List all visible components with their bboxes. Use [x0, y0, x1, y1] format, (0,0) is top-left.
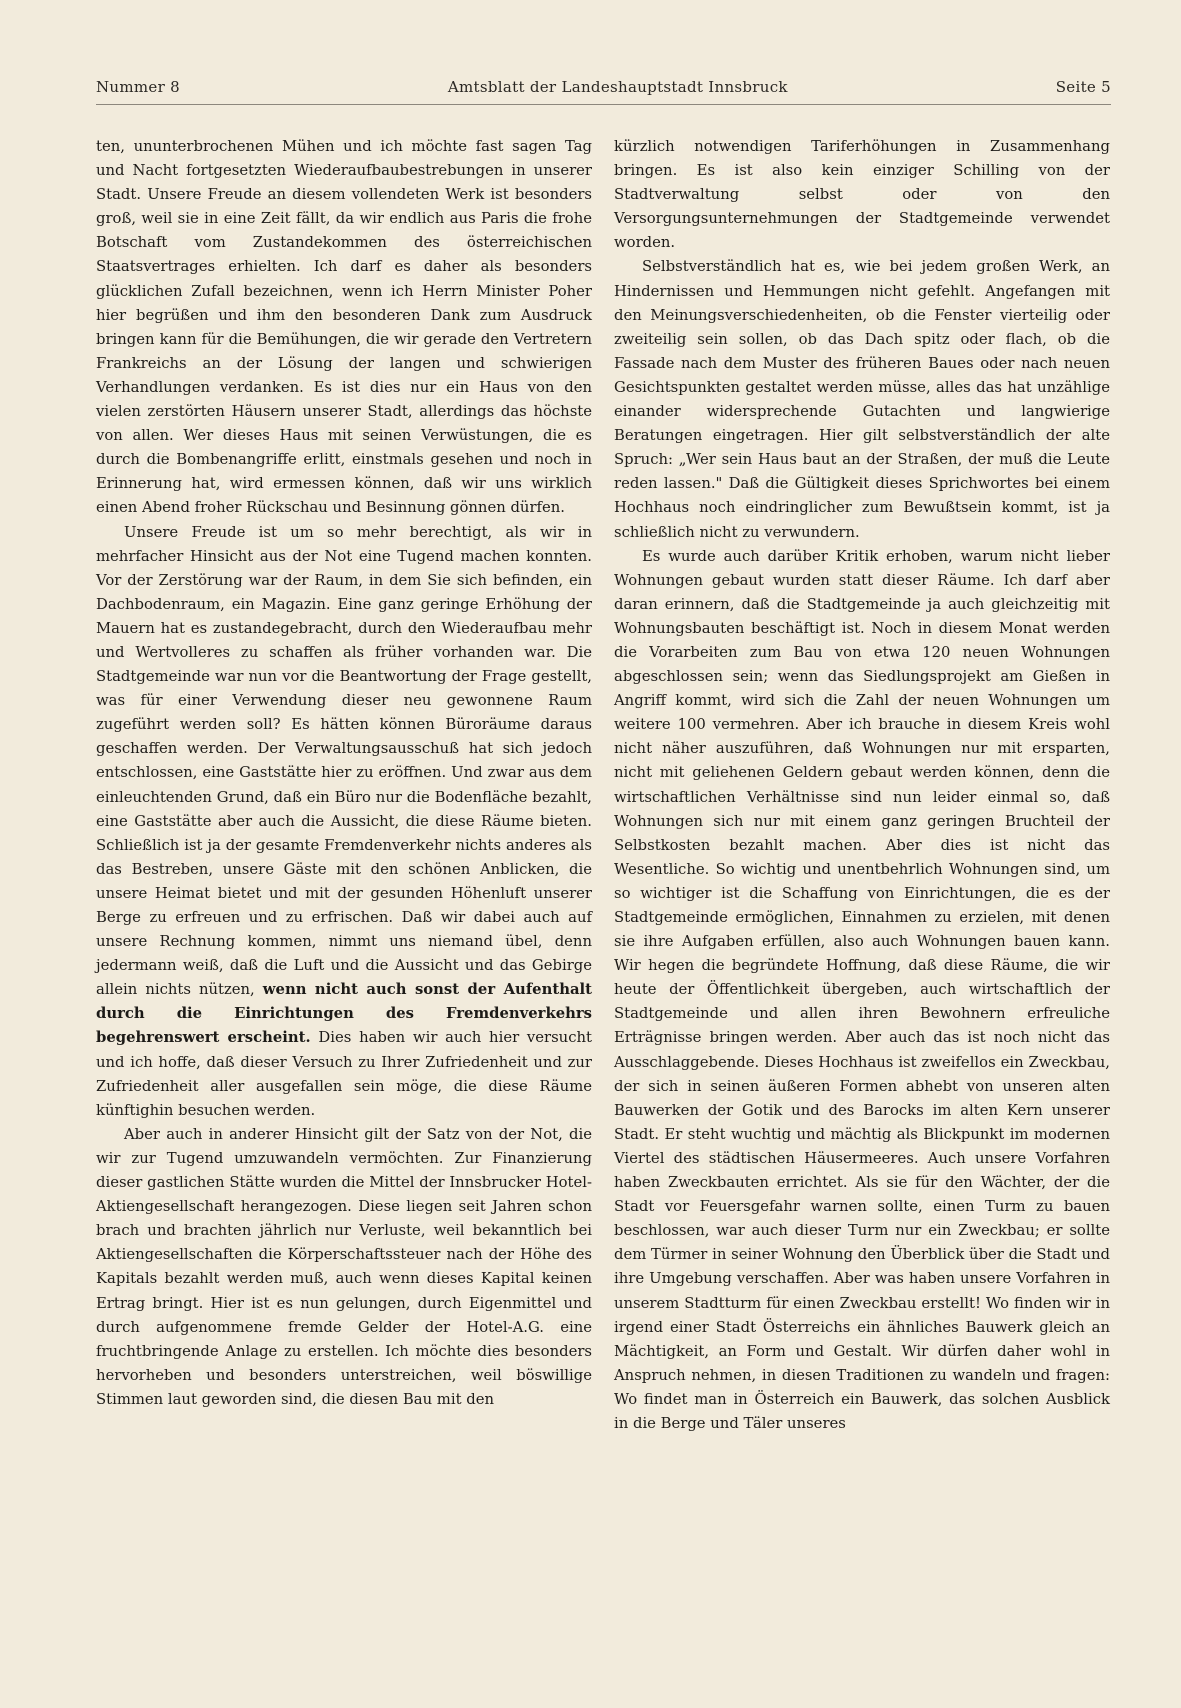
left-column	[96, 135, 592, 1436]
left-paragraph-2-start: Unsere Freude ist um so mehr berechtigt, als wir in mehrfacher Hinsicht aus der Not eine Tugend machen konnten. Vor der Zerstörung war der Raum, in dem Sie sich befinden, ein Dachbodenraum, ein Magazin. Eine ganz geringe Erhöhung der Mauern hat es zustandegebracht, durch den Wiederaufbau mehr und Wertvolleres zu schaffen als früher vorhanden war. Die Stadtgemeinde war nun vor die Beantwortung der Frage gestellt, was für einer Verwendung dieser neu gewonnene Raum zugeführt werden soll? Es hätten können Büroräume daraus geschaffen werden. Der Verwaltungsausschuß hat sich jedoch entschlossen, eine Gaststätte hier zu eröffnen. Und zwar aus dem einleuchtenden Grund, daß ein Büro nur die Bodenfläche bezahlt, eine Gaststätte aber auch die Aussicht, die diese Räume bieten. Schließlich ist ja der gesamte Fremdenverkehr nichts anderes als das Bestreben, unsere Gäste mit den schönen Anblicken, die unsere Heimat bietet und mit der gesunden Höhenluft unserer Berge zu erfreuen und zu erfrischen. Daß wir dabei auch auf unsere Rechnung kommen, nimmt uns niemand übel, denn jedermann weiß, daß die Luft und die Aussicht und das Gebirge allein nichts nützen,	[96, 523, 592, 999]
right-column	[614, 135, 1110, 1436]
right-paragraph-3: Es wurde auch darüber Kritik erhoben, warum nicht lieber Wohnungen gebaut wurden statt dieser Räume. Ich darf aber daran erinnern, daß die Stadtgemeinde ja auch gleichzeitig mit Wohnungsbauten beschäftigt ist. Noch in diesem Monat werden die Vorarbeiten zum Bau von etwa 120 neuen Wohnungen abgeschlossen sein; wenn das Siedlungsprojekt am Gießen in Angriff kommt, wird sich die Zahl der neuen Wohnungen um weitere 100 vermehren. Aber ich brauche in diesem Kreis wohl nicht näher auszuführen, daß Wohnungen nur mit ersparten, nicht mit geliehenen Geldern gebaut werden können, denn die wirtschaftlichen Verhältnisse sind nun leider einmal so, daß Wohnungen sich nur mit einem ganz geringen Bruchteil der Selbstkosten bezahlt machen. Aber dies ist nicht das Wesentliche. So wichtig und unentbehrlich Wohnungen sind, um so wichtiger ist die Schaffung von Einrichtungen, die es der Stadtgemeinde ermöglichen, Einnahmen zu erzielen, mit denen sie ihre Aufgaben erfüllen, also auch Wohnungen bauen kann. Wir hegen die begründete Hoffnung, daß diese Räume, die wir heute der Öffentlichkeit übergeben, auch wirtschaftlich der Stadtgemeinde und allen ihren Bewohnern erfreuliche Erträgnisse bringen werden. Aber auch das ist noch nicht das Ausschlaggebende. Dieses Hochhaus ist zweifellos ein Zweckbau, der sich in seinen äußeren Formen abhebt von unseren alten Bauwerken der Gotik und des Barocks im alten Kern unserer Stadt. Er steht wuchtig und mächtig als Blickpunkt im modernen Viertel des städtischen Häusermeeres. Auch unsere Vorfahren haben Zweckbauten errichtet. Als sie für den Wächter, der die Stadt vor Feuersgefahr warnen sollte, einen Turm zu bauen beschlossen, war auch dieser Turm nur ein Zweckbau; er sollte dem Türmer in seiner Wohnung den Überblick über die Stadt und ihre Umgebung verschaffen. Aber was haben unsere Vorfahren in unserem Stadtturm für einen Zweckbau erstellt! Wo finden wir in irgend einer Stadt Österreichs ein ähnliches Bauwerk gleich an Mächtigkeit, an Form und Gestalt. Wir dürfen daher wohl in Anspruch nehmen, in diesen Traditionen zu wandeln und fragen: Wo findet man in Österreich ein Bauwerk, das solchen Ausblick in die Berge und Täler unseres	[614, 547, 1110, 1432]
left-paragraph-1: ten, ununterbrochenen Mühen und ich möchte fast sagen Tag und Nacht fortgesetzten Wiederaufbaubestrebungen in unserer Stadt. Unsere Freude an diesem vollendeten Werk ist besonders groß, weil sie in eine Zeit fällt, da wir endlich aus Paris die frohe Botschaft vom Zustandekommen des österreichischen Staatsvertrages erhielten. Ich darf es daher als besonders glücklichen Zufall bezeichnen, wenn ich Herrn Minister Poher hier begrüßen und ihm den besonderen Dank zum Ausdruck bringen kann für die Bemühungen, die wir gerade den Vertretern Frankreichs an der Lösung der langen und schwierigen Verhandlungen verdanken. Es ist dies nur ein Haus von den vielen zerstörten Häusern unserer Stadt, allerdings das höchste von allen. Wer dieses Haus mit seinen Verwüstungen, die es durch die Bombenangriffe erlitt, einstmals gesehen und noch in Erinnerung hat, wird ermessen können, daß wir uns wirklich einen Abend froher Rückschau und Besinnung gönnen dürfen.	[96, 138, 592, 517]
issue-number: Nummer 8	[96, 78, 180, 96]
publication-title: Amtsblatt der Landeshauptstadt Innsbruck	[447, 78, 788, 96]
right-paragraph-2: Selbstverständlich hat es, wie bei jedem großen Werk, an Hindernissen und Hemmungen nicht gefehlt. Angefangen mit den Meinungsverschiedenheiten, ob die Fenster vierteilig oder zweiteilig sein sollen, ob das Dach spitz oder flach, ob die Fassade nach dem Muster des früheren Baues oder nach neuen Gesichtspunkten gestaltet werden müsse, alles das hat unzählige einander widersprechende Gutachten und langwierige Beratungen eingetragen. Hier gilt selbstverständlich der alte Spruch: „Wer sein Haus baut an der Straßen, der muß die Leute reden lassen." Daß die Gültigkeit dieses Sprichwortes bei einem Hochhaus noch eindringlicher zum Bewußtsein kommt, ist ja schließlich nicht zu verwundern.	[614, 258, 1110, 541]
left-paragraph-2-bold: wenn nicht auch sonst der Aufenthalt durch die Einrichtungen des Fremdenverkehrs begehrenswert erscheint.	[96, 981, 592, 1047]
left-paragraph-2-end: Dies haben wir auch hier versucht und ich hoffe, daß dieser Versuch zu Ihrer Zufriedenheit und zur Zufriedenheit aller ausgefallen sein möge, die diese Räume künftighin besuchen werden.	[96, 1029, 592, 1119]
left-paragraph-2	[96, 521, 592, 1123]
left-paragraph-3: Aber auch in anderer Hinsicht gilt der Satz von der Not, die wir zur Tugend umzuwandeln vermöchten. Zur Finanzierung dieser gastlichen Stätte wurden die Mittel der Innsbrucker Hotel-Aktiengesellschaft herangezogen. Diese liegen seit Jahren schon brach und brachten jährlich nur Verluste, weil bekanntlich bei Aktiengesellschaften die Körperschaftssteuer nach der Höhe des Kapitals bezahlt werden muß, auch wenn dieses Kapital keinen Ertrag bringt. Hier ist es nun gelungen, durch Eigenmittel und durch aufgenommene fremde Gelder der Hotel-A.G. eine fruchtbringende Anlage zu erstellen. Ich möchte dies besonders hervorheben und besonders unterstreichen, weil böswillige Stimmen laut geworden sind, die diesen Bau mit den	[96, 1125, 592, 1408]
right-paragraph-1: kürzlich notwendigen Tariferhöhungen in Zusammenhang bringen. Es ist also kein einziger Schilling von der Stadtverwaltung selbst oder von den Versorgungsunternehmungen der Stadtgemeinde verwendet worden.	[614, 138, 1110, 252]
page-number: Seite 5	[1055, 78, 1111, 96]
page-header	[96, 78, 1111, 96]
header-rule	[96, 104, 1111, 105]
text-columns	[96, 135, 1111, 1436]
